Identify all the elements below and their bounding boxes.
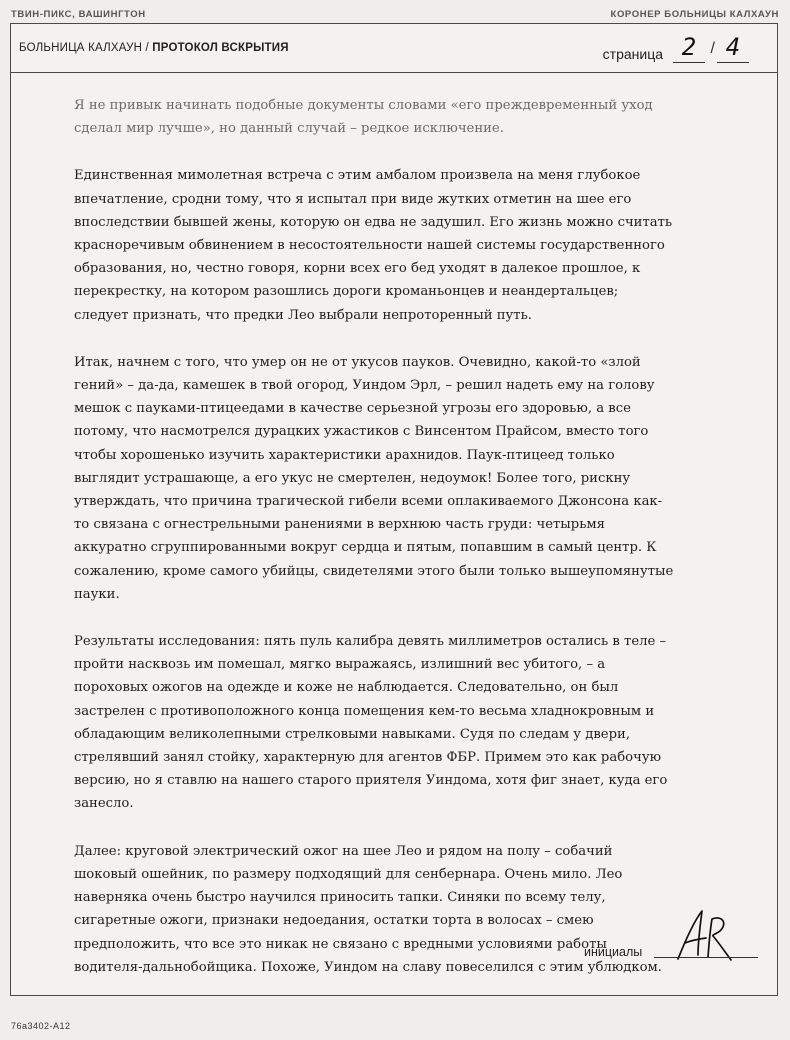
report-body (74, 94, 674, 1003)
paragraph-findings: Результаты исследования: пять пуль калибра девять миллиметров остались в теле – пройти насквозь им помешал, мягко выражаясь, излишний вес убитого, – а пороховых ожогов на одежде и коже не наблюдается. Следовательно, он был застрелен с противоположного конца помещения кем-то весьма хладнокровным и обладающим великолепными стрелковыми навыками. Судя по следам у двери, стрелявший занял стойку, характерную для агентов ФБР. Примем это как рабочую версию, но я ставлю на нашего старого приятеля Уиндома, хотя фиг знает, куда его занесло. (74, 634, 668, 812)
document-title (19, 42, 289, 54)
paragraph-intro: Я не привык начинать подобные документы словами «его преждевременный уход сделал мир лучше», но данный случай – редкое исключение. (74, 98, 653, 137)
initials-line (654, 957, 758, 958)
initials-label: инициалы (584, 945, 643, 959)
location-label: ТВИН-ПИКС, ВАШИНГТОН (11, 9, 146, 20)
initials-signature (672, 905, 736, 965)
document-header (11, 24, 777, 73)
hospital-name: БОЛЬНИЦА КАЛХАУН (19, 42, 143, 54)
document-type: ПРОТОКОЛ ВСКРЫТИЯ (152, 42, 289, 54)
document-code: 76a3402-A12 (11, 1021, 71, 1031)
department-label: КОРОНЕР БОЛЬНИЦЫ КАЛХАУН (610, 9, 779, 20)
title-separator: / (142, 42, 153, 54)
paragraph-background: Единственная мимолетная встреча с этим амбалом произвела на меня глубокое впечатление, сродни тому, что я испытал при виде жутких отметин на шее его впоследствии бывшей жены, которую он едва не задушил. Его жизнь можно считать красноречивым обвинением в несостоятельности нашей системы государственного образования, но, честно говоря, корни всех его бед уходят в далекое прошлое, к перекрестку, на котором разошлись дороги кроманьонцев и неандертальцев; следует признать, что предки Лео выбрали непроторенный путь. (74, 168, 673, 323)
paragraph-cause-of-death: Итак, начнем с того, что умер он не от укусов пауков. Очевидно, какой-то «злой гений» – да-да, камешек в твой огород, Уиндом Эрл, – решил надеть ему на голову мешок с пауками-птицеедами в качестве серьезной угрозы его здоровью, а все потому, что насмотрелся дурацких ужастиков с Винсентом Прайсом, вместо того чтобы хорошенько изучить характеристики арахнидов. Паук-птицеед только выглядит устрашающе, а его укус не смертелен, недоумок! Более того, рискну утверждать, что причина трагической гибели всеми оплакиваемого Джонсона как-то связана с огнестрельными ранениями в верхнюю часть груди: четырьмя аккуратно сгруппированными вокруг сердца и пятым, попавшим в самый центр. К сожалению, кроме самого убийцы, свидетелями этого были только вышеупомянутые пауки. (74, 354, 674, 602)
paragraph-further-findings: Далее: круговой электрический ожог на шее Лео и рядом на полу – собачий шоковый ошейник, по размеру подходящий для сенбернара. Очень мило. Лео наверняка очень быстро научился приносить тапки. Синяки по всему телу, сигаретные ожоги, признаки недоедания, остатки торта в волосах – смею предположить, что все это никак не связано с вредными условиями работы водителя-дальнобойщика. Похоже, Уиндом на славу повеселился с этим ублюдком. (74, 843, 662, 975)
page-current: 2 (673, 32, 705, 63)
page-indicator (535, 32, 755, 66)
page-separator: / (710, 40, 715, 57)
page-label: страница (602, 46, 663, 62)
signature-stroke-r (708, 918, 731, 960)
page-total: 4 (717, 32, 749, 63)
signature-stroke-a (678, 911, 706, 959)
